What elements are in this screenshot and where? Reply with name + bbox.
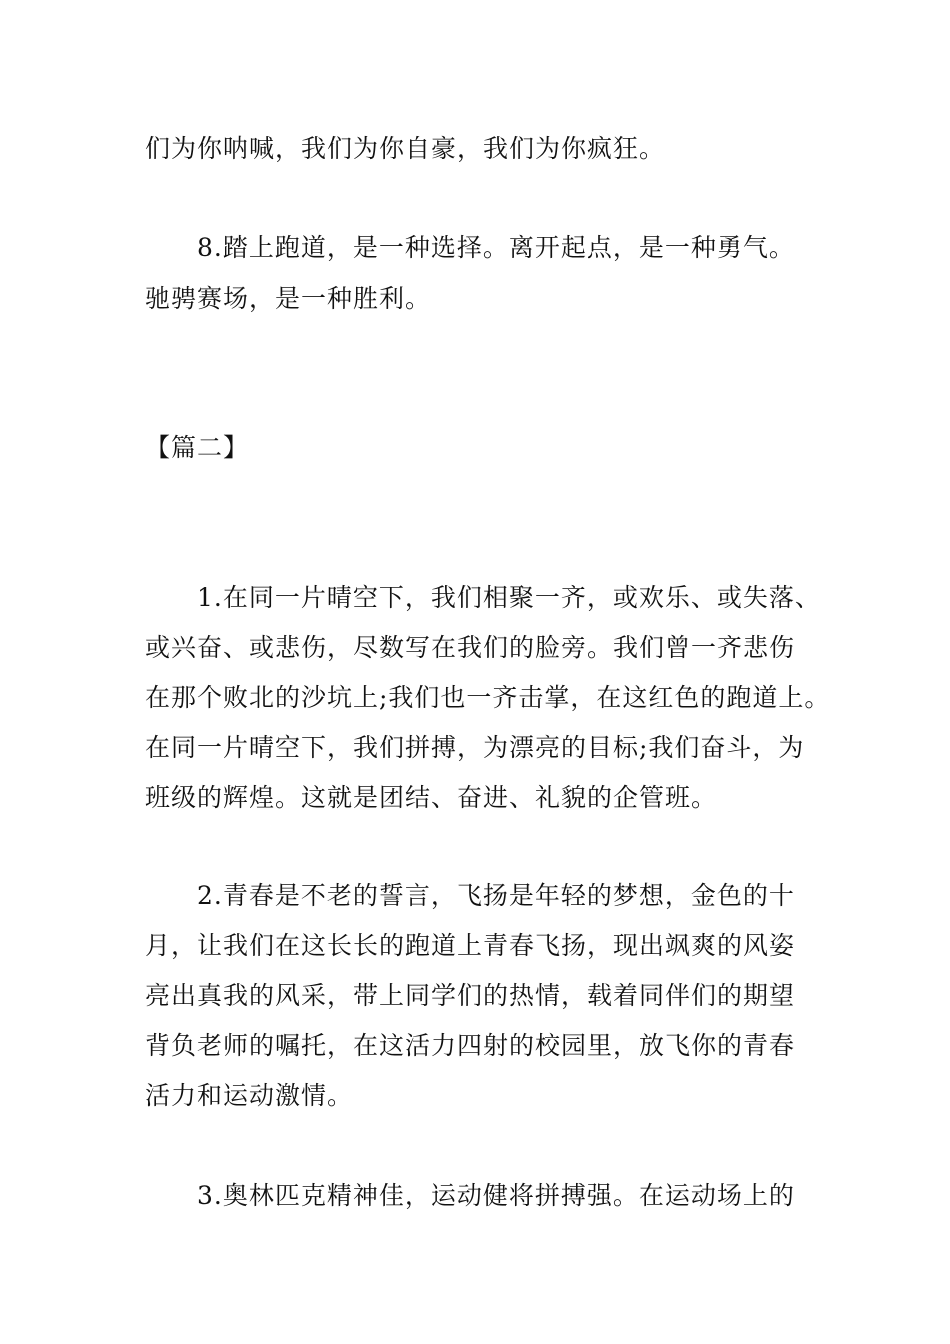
paragraph-line: 驰骋赛场，是一种胜利。	[145, 284, 432, 313]
paragraph-line: 亮出真我的风采，带上同学们的热情，载着同伴们的期望	[145, 981, 796, 1010]
paragraph-line: 或兴奋、或悲伤，尽数写在我们的脸旁。我们曾一齐悲伤	[145, 633, 796, 662]
paragraph-line: 在同一片晴空下，我们拼搏，为漂亮的目标;我们奋斗，为	[145, 733, 805, 762]
paragraph-line: 月，让我们在这长长的跑道上青春飞扬，现出飒爽的风姿	[145, 931, 796, 960]
paragraph-line: 1.在同一片晴空下，我们相聚一齐，或欢乐、或失落、	[197, 583, 821, 612]
paragraph-line: 班级的辉煌。这就是团结、奋进、礼貌的企管班。	[145, 783, 718, 812]
paragraph-line: 们为你呐喊，我们为你自豪，我们为你疯狂。	[145, 134, 666, 163]
paragraph-line: 活力和运动激情。	[145, 1081, 354, 1110]
paragraph-line: 8.踏上跑道，是一种选择。离开起点，是一种勇气。	[197, 233, 795, 262]
section-heading: 【篇二】	[145, 433, 250, 462]
paragraph-line: 背负老师的嘱托，在这活力四射的校园里，放飞你的青春	[145, 1031, 796, 1060]
paragraph-line: 2.青春是不老的誓言，飞扬是年轻的梦想，金色的十	[197, 881, 795, 910]
paragraph-line: 在那个败北的沙坑上;我们也一齐击掌，在这红色的跑道上。	[145, 683, 831, 712]
paragraph-line: 3.奥林匹克精神佳，运动健将拼搏强。在运动场上的	[197, 1181, 795, 1210]
